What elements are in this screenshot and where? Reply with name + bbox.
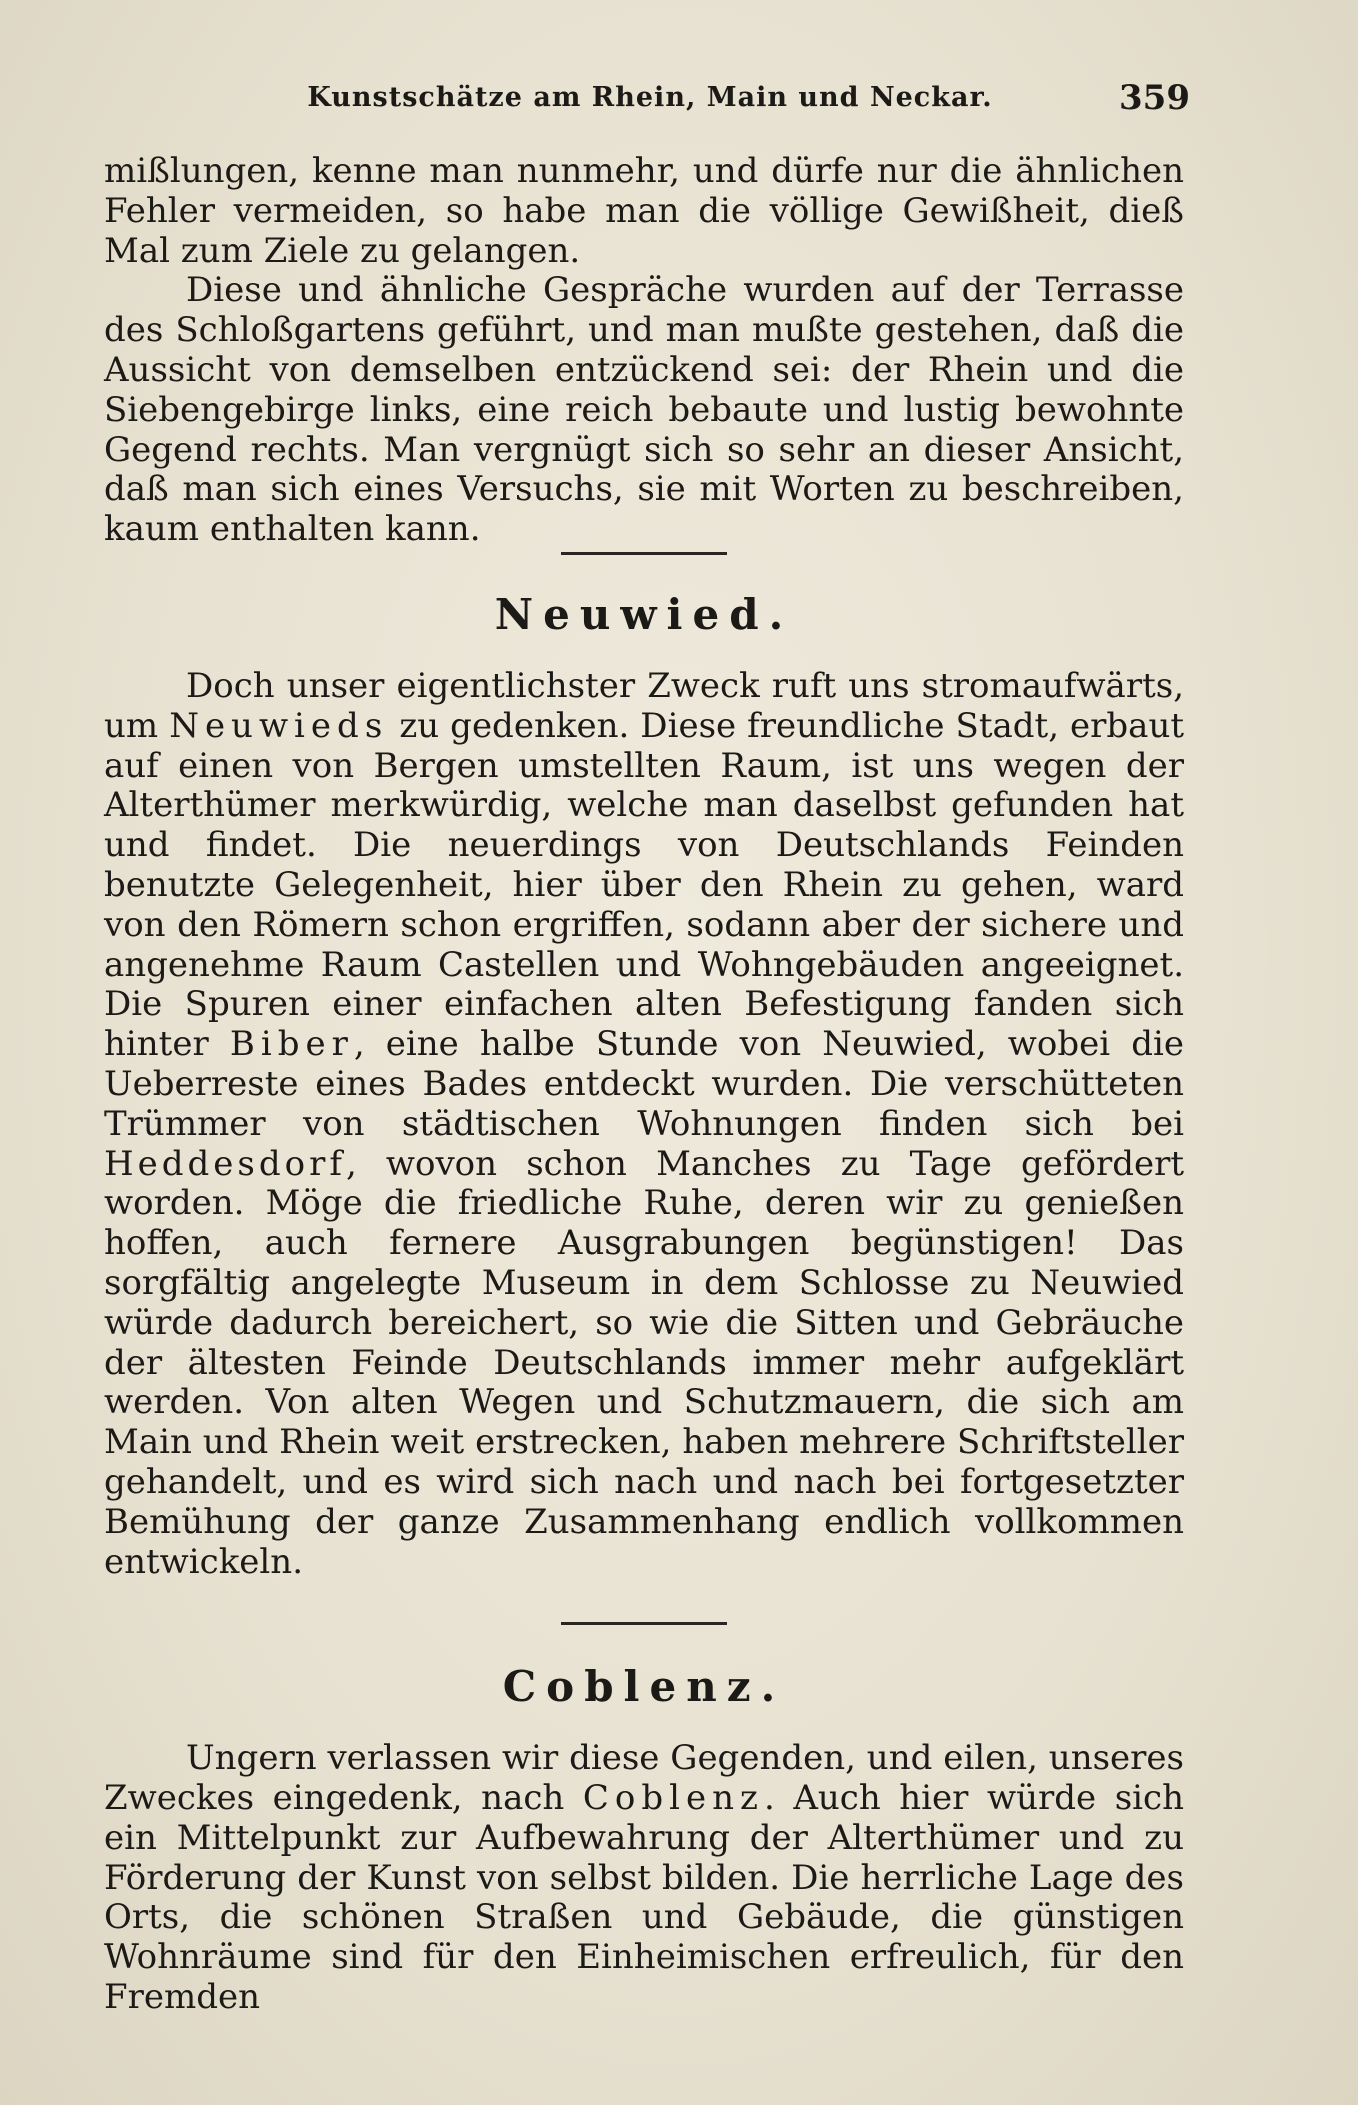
running-head: Kunstschätze am Rhein, Main und Neckar. [307, 82, 993, 113]
neuwieds-emphasis: Neuwieds [169, 705, 389, 746]
page-number: 359 [1119, 78, 1190, 118]
page-header [110, 76, 1190, 130]
neuwied-text-b: zu gedenken. Diese freundliche Stadt, erbaut auf einen von Bergen umstellten Raum, ist uns wegen der Alterthümer merkwürdig, welche man daselbst gefunden hat und findet. Die neuerdings von Deutschlands Feinden benutzte Gelegenheit, hier über den Rhein zu gehen, ward von den Römern schon ergriffen, sodann aber der sichere und angenehme Raum Castellen und Wohngebäuden angeeignet. Die Spuren einer einfachen alten Befestigung fanden sich hinter [104, 705, 1185, 1065]
biber-emphasis: Biber [229, 1024, 354, 1065]
coblenz-emphasis: Coblenz [582, 1778, 764, 1819]
section-heading-coblenz: Coblenz. [502, 1662, 786, 1712]
section-heading-neuwied: Neuwied. [494, 589, 794, 639]
section-divider [561, 1622, 727, 1625]
paragraph-coblenz [104, 1739, 1184, 2018]
neuwied-text-d: , wovon schon Manches zu Tage gefördert worden. Möge die friedliche Ruhe, deren wir zu genießen hoffen, auch fernere Ausgrabungen begünstigen! Das sorgfältig angelegte Museum in dem Schlosse zu Neuwied würde dadurch bereichert, so wie die Sitten und Gebräuche der ältesten Feinde Deutschlands immer mehr aufgeklärt werden. Von alten Wegen und Schutzmauern, die sich am Main und Rhein weit erstrecken, haben mehrere Schriftsteller gehandelt, und es wird sich nach und nach bei fortgesetzter Bemühung der ganze Zusammenhang endlich vollkommen entwickeln. [104, 1143, 1184, 1582]
coblenz-text-a: Ungern verlassen wir diese Gegenden, und eilen, unseres Zweckes eingedenk, nach [104, 1738, 1184, 1819]
paragraph-continuation: mißlungen, kenne man nunmehr, und dürfe nur die ähnlichen Fehler vermeiden, so habe man die völlige Gewißheit, dieß Mal zum Ziele zu gelangen. [104, 151, 1184, 271]
neuwied-text-a: Doch unser eigentlichster Zweck ruft uns stromaufwärts, um [104, 665, 1184, 746]
neuwied-text-c: , eine halbe Stunde von Neuwied, wobei die Ueberreste eines Bades entdeckt wurden. Die verschütteten Trümmer von städtischen Wohnungen finden sich bei [104, 1024, 1184, 1144]
heddesdorf-emphasis: Heddesdorf [104, 1143, 346, 1184]
paragraph-terrace: Diese und ähnliche Gespräche wurden auf der Terrasse des Schloßgartens geführt, und man mußte gestehen, daß die Aussicht von demselben entzückend sei: der Rhein und die Siebengebirge links, eine reich bebaute und lustig bewohnte Gegend rechts. Man vergnügt sich so sehr an dieser Ansicht, daß man sich eines Versuchs, sie mit Worten zu beschreiben, kaum enthalten kann. [104, 270, 1184, 550]
page-body [104, 152, 1184, 2018]
coblenz-text-b: . Auch hier würde sich ein Mittelpunkt zur Aufbewahrung der Alterthümer und zu Förderung der Kunst von selbst bilden. Die herrliche Lage des Orts, die schönen Straßen und Gebäude, die günstigen Wohnräume sind für den Einheimischen erfreulich, für den Fremden [104, 1778, 1184, 2018]
paragraph-neuwied [104, 667, 1184, 1582]
section-divider [561, 552, 727, 555]
